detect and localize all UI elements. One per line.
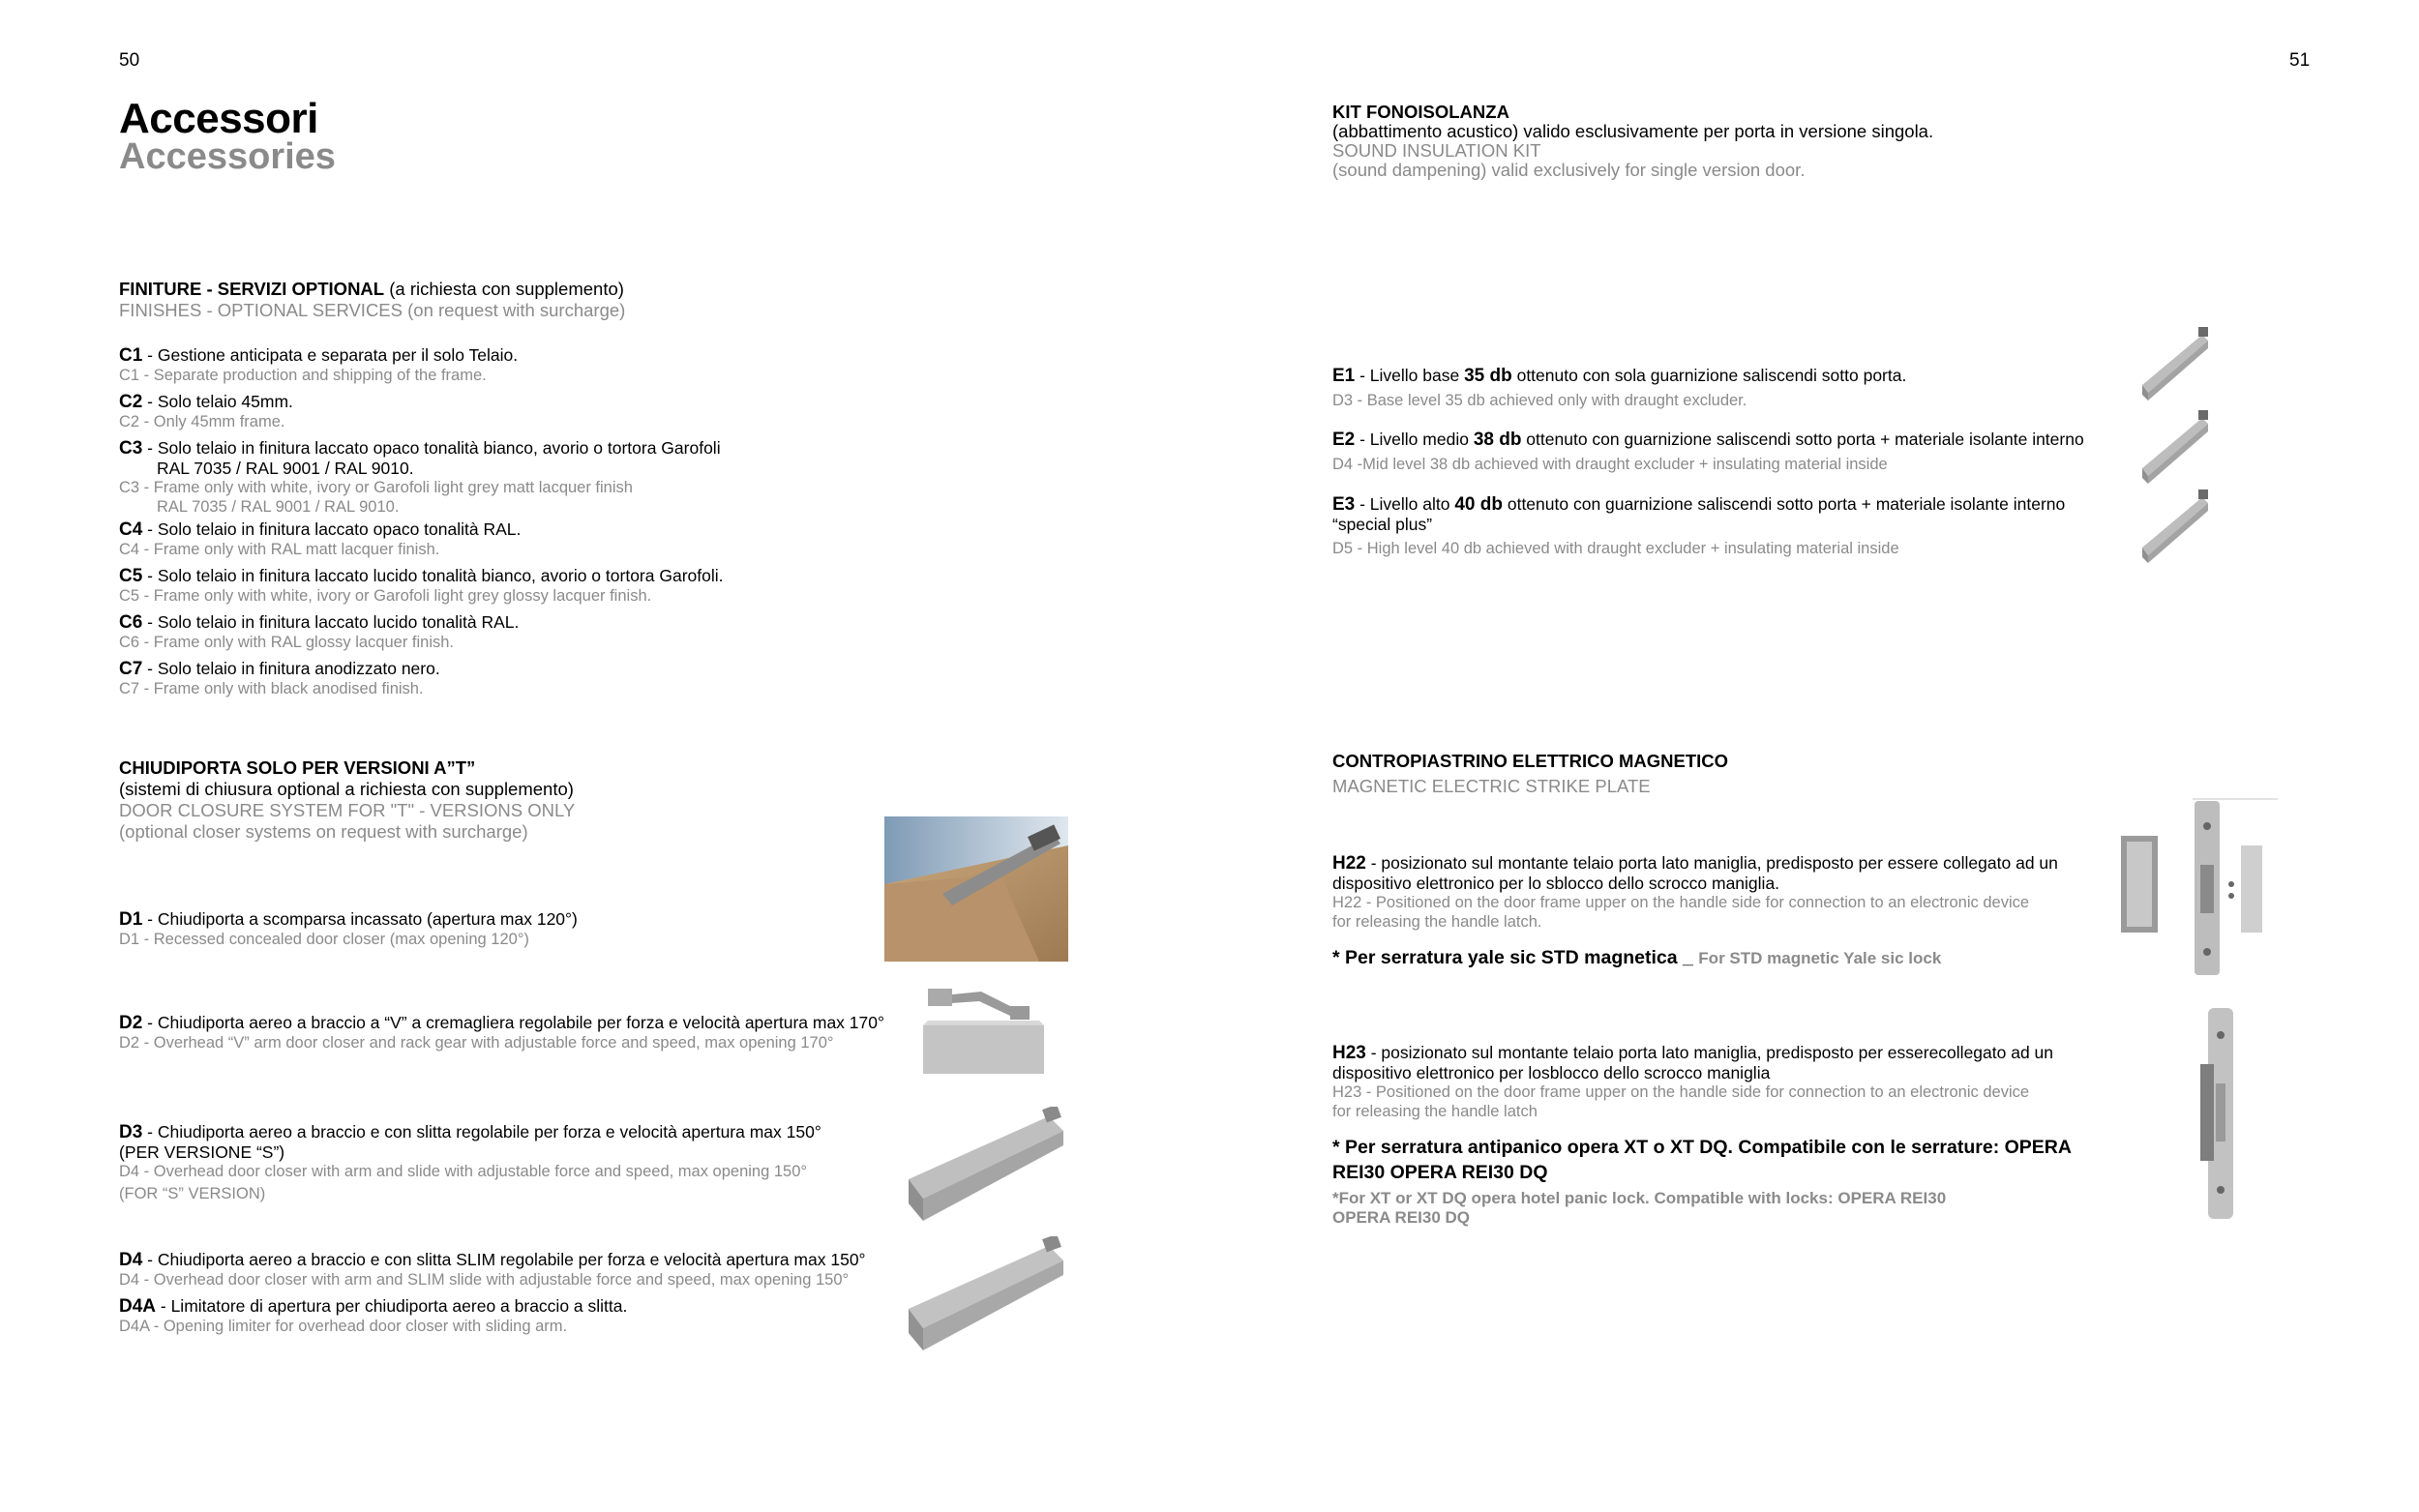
strike-plate-h23-image (2193, 1006, 2251, 1221)
item-text-it: - Gestione anticipata e separata per il solo Telaio. (142, 345, 519, 365)
item-text-it: - posizionato sul montante telaio porta lato maniglia, predisposto per essere collegato ad un (1365, 853, 2058, 873)
item-db-value: 40 db (1454, 494, 1503, 515)
overhead-slim-closer-image (904, 1236, 1068, 1357)
item-text-it-cont: dispositivo elettronico per losblocco dello scrocco maniglia (1332, 1063, 1771, 1082)
note-grey-cont: OPERA REI30 DQ (1332, 1208, 1471, 1227)
chiudiporta-heading-block (119, 757, 575, 843)
chiudiporta-heading-en-sub: (optional closer systems on request with surcharge) (119, 821, 528, 842)
item-text-it: - Chiudiporta aereo a braccio a “V” a cremagliera regolabile per forza e velocità apertura max 170° (142, 1013, 884, 1032)
page-title: Accessori (119, 95, 318, 142)
item-text-en: H22 - Positioned on the door frame upper on the handle side for connection to an electronic device (1332, 894, 2030, 911)
page-number-right: 51 (2289, 50, 2311, 71)
item-text-en: D4 - Overhead door closer with arm and SLIM slide with adjustable force and speed, max opening 150° (119, 1271, 850, 1289)
item-text-en: D4 -Mid level 38 db achieved with draught excluder + insulating material inside (1332, 456, 1888, 473)
note-bold: * Per serratura yale sic STD magnetica (1332, 947, 1678, 968)
item-code: D4 (119, 1250, 143, 1270)
item-text-en: C2 - Only 45mm frame. (119, 413, 285, 430)
note-bold: * Per serratura antipanico opera XT o XT DQ. Compatibile con le serrature: OPERA (1332, 1137, 2072, 1158)
finiture-item-c4 (119, 519, 777, 559)
kit-item-e2 (1332, 430, 2106, 474)
chiudiporta-item-d4 (119, 1250, 893, 1290)
h22-note (1332, 945, 2106, 970)
item-text-en-cont: for releasing the handle latch. (1332, 913, 1542, 931)
kit-heading-block (1332, 103, 1933, 180)
chiudiporta-heading-sub: (sistemi di chiusura optional a richiesta con supplemento) (119, 779, 574, 799)
contropiastrino-heading-en: MAGNETIC ELECTRIC STRIKE PLATE (1332, 776, 1651, 796)
item-code: C5 (119, 566, 143, 586)
finiture-heading-en: FINISHES - OPTIONAL SERVICES (on request with surcharge) (119, 300, 626, 320)
item-code: H22 (1332, 853, 1366, 874)
strike-item-h23 (1332, 1043, 2106, 1228)
contropiastrino-heading: CONTROPIASTRINO ELETTRICO MAGNETICO (1332, 751, 1729, 771)
finiture-heading-bold: FINITURE - SERVIZI OPTIONAL (119, 279, 385, 299)
chiudiporta-item-d2 (119, 1013, 893, 1052)
note-grey: *For XT or XT DQ opera hotel panic lock. Compatible with locks: OPERA REI30 (1332, 1189, 1947, 1207)
chiudiporta-item-d3 (119, 1122, 893, 1203)
item-text-it-cont: dispositivo elettronico per lo sblocco dello scrocco maniglia. (1332, 874, 1780, 893)
item-db-value: 38 db (1473, 430, 1522, 450)
finiture-item-c6 (119, 612, 777, 652)
item-code: C4 (119, 519, 143, 540)
overhead-v-arm-closer-image (913, 977, 1059, 1079)
item-text-en-cont: (FOR “S” VERSION) (119, 1185, 266, 1202)
item-code: C6 (119, 612, 143, 633)
item-code: C2 (119, 392, 143, 412)
item-code: D3 (119, 1122, 143, 1142)
strike-plate-h22-image (2115, 797, 2280, 977)
finiture-item-c7 (119, 659, 777, 698)
finiture-heading (119, 279, 624, 300)
item-text-en: C7 - Frame only with black anodised finish. (119, 680, 424, 697)
note-separator: _ (1677, 947, 1699, 968)
item-text-it-rest: ottenuto con sola guarnizione saliscendi sotto porta. (1511, 366, 1907, 385)
finiture-item-c3 (119, 438, 777, 517)
item-text-it-rest: ottenuto con guarnizione saliscendi sotto porta + materiale isolante interno (1521, 430, 2084, 449)
item-code: C1 (119, 345, 143, 366)
item-text-it: - Chiudiporta aereo a braccio e con slitta regolabile per forza e velocità apertura max 150° (142, 1122, 821, 1141)
item-text-en: C3 - Frame only with white, ivory or Garofoli light grey matt lacquer finish (119, 479, 633, 496)
item-code: C3 (119, 438, 143, 459)
item-text-it: - Solo telaio in finitura laccato opaco tonalità bianco, avorio o tortora Garofoli (142, 438, 721, 458)
draught-excluder-e1-image (2138, 327, 2216, 404)
item-text-it: - Livello alto (1355, 494, 1455, 514)
item-code: E3 (1332, 494, 1356, 515)
item-text-it: - Chiudiporta aereo a braccio e con slitta SLIM regolabile per forza e velocità apertura max 150° (142, 1250, 866, 1269)
draught-excluder-e2-image (2138, 410, 2216, 488)
item-text-it: - Solo telaio in finitura laccato lucido tonalità bianco, avorio o tortora Garofoli. (142, 566, 724, 585)
item-text-en: C5 - Frame only with white, ivory or Garofoli light grey glossy lacquer finish. (119, 587, 652, 605)
contropiastrino-heading-block (1332, 751, 1728, 797)
strike-item-h22 (1332, 853, 2106, 970)
item-code: E1 (1332, 366, 1356, 386)
item-text-it: - Solo telaio 45mm. (142, 392, 293, 411)
item-text-it-cont: (PER VERSIONE “S”) (119, 1142, 285, 1162)
item-text-it: - posizionato sul montante telaio porta lato maniglia, predisposto per esserecollegato ad un (1365, 1043, 2054, 1062)
item-text-it: - Chiudiporta a scomparsa incassato (apertura max 120°) (142, 909, 578, 929)
item-code: E2 (1332, 430, 1356, 450)
item-text-it: - Livello medio (1355, 430, 1474, 449)
item-text-it-rest: ottenuto con guarnizione saliscendi sotto porta + materiale isolante interno (1502, 494, 2066, 514)
overhead-slide-closer-image (904, 1107, 1068, 1228)
item-text-it: - Solo telaio in finitura laccato lucido tonalità RAL. (142, 612, 520, 632)
item-text-en: C6 - Frame only with RAL glossy lacquer finish. (119, 634, 455, 651)
item-code: H23 (1332, 1043, 1366, 1063)
chiudiporta-item-d4a (119, 1296, 893, 1336)
chiudiporta-heading: CHIUDIPORTA SOLO PER VERSIONI A”T” (119, 757, 476, 778)
item-text-it: - Solo telaio in finitura anodizzato nero. (142, 659, 440, 678)
item-text-it: - Livello base (1355, 366, 1465, 385)
item-text-it: - Solo telaio in finitura laccato opaco tonalità RAL. (142, 519, 522, 539)
item-text-en: D2 - Overhead “V” arm door closer and rack gear with adjustable force and speed, max opening 170° (119, 1034, 834, 1052)
kit-item-e1 (1332, 366, 2106, 410)
finiture-item-c5 (119, 566, 777, 606)
finiture-item-c2 (119, 392, 777, 431)
kit-heading-en-sub: (sound dampening) valid exclusively for single version door. (1332, 160, 1806, 180)
note-bold-cont: REI30 OPERA REI30 DQ (1332, 1162, 1548, 1183)
chiudiporta-heading-en: DOOR CLOSURE SYSTEM FOR "T" - VERSIONS ONLY (119, 800, 576, 820)
item-text-en: D4A - Opening limiter for overhead door closer with sliding arm. (119, 1318, 568, 1335)
note-grey: For STD magnetic Yale sic lock (1698, 949, 1942, 967)
item-code: D4A (119, 1296, 157, 1317)
item-code: D2 (119, 1013, 143, 1033)
finiture-heading-rest: (a richiesta con supplemento) (384, 279, 624, 299)
item-text-en: D3 - Base level 35 db achieved only with draught excluder. (1332, 392, 1747, 409)
kit-item-e3 (1332, 494, 2106, 558)
item-text-en: D5 - High level 40 db achieved with draught excluder + insulating material inside (1332, 540, 1899, 557)
item-text-it-cont: “special plus” (1332, 515, 1433, 534)
item-text-it: - Limitatore di apertura per chiudiporta aereo a braccio a slitta. (156, 1296, 628, 1316)
item-text-en: H23 - Positioned on the door frame upper on the handle side for connection to an electronic device (1332, 1083, 2030, 1101)
item-text-en-cont: for releasing the handle latch (1332, 1103, 1538, 1120)
concealed-closer-image (884, 816, 1068, 962)
finiture-item-c1 (119, 345, 777, 385)
item-text-en: C4 - Frame only with RAL matt lacquer finish. (119, 541, 440, 558)
item-db-value: 35 db (1464, 366, 1512, 386)
item-text-en: D4 - Overhead door closer with arm and slide with adjustable force and speed, max opening 150° (119, 1163, 807, 1180)
page-subtitle: Accessories (119, 136, 336, 177)
page-number-left: 50 (119, 50, 140, 71)
item-text-en: D1 - Recessed concealed door closer (max opening 120°) (119, 931, 529, 948)
draught-excluder-e3-image (2138, 489, 2216, 567)
item-text-it-cont: RAL 7035 / RAL 9001 / RAL 9010. (157, 459, 414, 478)
item-code: D1 (119, 909, 143, 930)
kit-heading: KIT FONOISOLANZA (1332, 102, 1509, 122)
item-text-en-cont: RAL 7035 / RAL 9001 / RAL 9010. (157, 498, 400, 516)
item-text-en: C1 - Separate production and shipping of the frame. (119, 367, 487, 384)
chiudiporta-item-d1 (119, 909, 893, 949)
kit-heading-sub: (abbattimento acustico) valido esclusivamente per porta in versione singola. (1332, 121, 1934, 141)
item-code: C7 (119, 659, 143, 679)
kit-heading-en: SOUND INSULATION KIT (1332, 140, 1541, 161)
